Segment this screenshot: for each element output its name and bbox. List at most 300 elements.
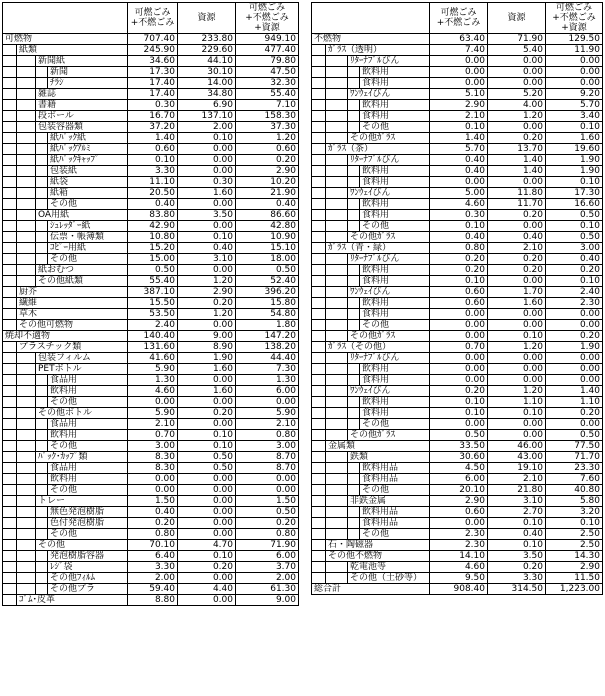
value-cell: 17.40	[128, 78, 178, 89]
value-cell: 0.00	[178, 573, 236, 584]
indent-cell	[312, 320, 326, 331]
indent-cell	[36, 463, 48, 474]
value-cell: 147.20	[236, 331, 299, 342]
value-cell: 33.50	[430, 441, 488, 452]
indent-cell	[3, 111, 17, 122]
value-cell: 0.00	[488, 430, 546, 441]
table-row	[3, 375, 299, 386]
value-cell: 0.40	[430, 166, 488, 177]
row-label: ﾜﾝｳｪｲびん	[348, 287, 430, 298]
indent-cell	[17, 496, 36, 507]
indent-cell	[312, 265, 326, 276]
table-row	[3, 342, 299, 353]
indent-cell	[312, 144, 326, 155]
table-row	[312, 342, 603, 353]
value-cell: 0.60	[430, 507, 488, 518]
row-label: 飲料用品	[360, 463, 430, 474]
indent-cell	[3, 540, 17, 551]
table-row	[3, 386, 299, 397]
row-label: 色付発泡樹脂	[48, 518, 128, 529]
value-cell: 0.20	[488, 210, 546, 221]
indent-cell	[3, 452, 17, 463]
indent-cell	[312, 45, 326, 56]
indent-cell	[3, 56, 17, 67]
row-label: 食品用	[48, 463, 128, 474]
indent-cell	[312, 551, 326, 562]
indent-cell	[3, 254, 17, 265]
table-row	[312, 529, 603, 540]
value-cell: 10.80	[128, 232, 178, 243]
table-row	[3, 122, 299, 133]
value-cell: 0.10	[430, 408, 488, 419]
indent-cell	[3, 298, 17, 309]
row-label: 飲料用	[48, 430, 128, 441]
value-cell: 5.20	[488, 89, 546, 100]
indent-cell	[3, 45, 17, 56]
value-cell: 0.00	[178, 265, 236, 276]
value-cell: 44.10	[178, 56, 236, 67]
value-cell: 23.30	[546, 463, 603, 474]
value-cell: 245.90	[128, 45, 178, 56]
table-row	[3, 265, 299, 276]
value-cell: 3.30	[488, 573, 546, 584]
value-cell: 707.40	[128, 34, 178, 45]
value-cell: 0.00	[488, 67, 546, 78]
indent-cell	[348, 298, 360, 309]
value-cell: 20.10	[430, 485, 488, 496]
indent-cell	[36, 199, 48, 210]
indent-cell	[36, 188, 48, 199]
value-cell: 2.00	[128, 573, 178, 584]
header-col2: 資源	[488, 3, 546, 34]
value-cell: 0.10	[178, 430, 236, 441]
indent-cell	[3, 430, 17, 441]
value-cell: 396.20	[236, 287, 299, 298]
value-cell: 0.00	[488, 122, 546, 133]
row-label: ｶﾞﾗｽ（その他）	[326, 342, 430, 353]
indent-cell	[36, 78, 48, 89]
indent-cell	[3, 265, 17, 276]
row-label: 紙袋	[48, 177, 128, 188]
value-cell: 131.60	[128, 342, 178, 353]
value-cell: 8.30	[128, 452, 178, 463]
indent-cell	[3, 584, 17, 595]
header-col1: 可燃ごみ +不燃ごみ	[128, 3, 178, 34]
indent-cell	[326, 265, 348, 276]
row-label: 食品用	[48, 419, 128, 430]
value-cell: 2.10	[488, 474, 546, 485]
value-cell: 0.00	[178, 320, 236, 331]
value-cell: 5.40	[488, 45, 546, 56]
indent-cell	[312, 232, 326, 243]
indent-cell	[3, 221, 17, 232]
indent-cell	[326, 276, 348, 287]
row-label: ｶﾞﾗｽ（青・緑）	[326, 243, 430, 254]
value-cell: 0.30	[128, 100, 178, 111]
value-cell: 4.50	[430, 463, 488, 474]
row-label: その他（土砂等）	[348, 573, 430, 584]
value-cell: 1.20	[488, 386, 546, 397]
indent-cell	[3, 529, 17, 540]
value-cell: 77.50	[546, 441, 603, 452]
table-row	[312, 584, 603, 595]
indent-cell	[312, 287, 326, 298]
value-cell: 1.20	[178, 276, 236, 287]
value-cell: 16.60	[546, 199, 603, 210]
indent-cell	[3, 408, 17, 419]
value-cell: 314.50	[488, 584, 546, 595]
indent-cell	[312, 331, 326, 342]
table-row	[3, 144, 299, 155]
value-cell: 15.20	[128, 243, 178, 254]
table-row	[3, 188, 299, 199]
value-cell: 0.00	[178, 221, 236, 232]
indent-cell	[17, 67, 36, 78]
value-cell: 3.10	[178, 254, 236, 265]
indent-cell	[17, 199, 36, 210]
row-label: ﾜﾝｳｪｲびん	[348, 386, 430, 397]
table-row	[312, 232, 603, 243]
indent-cell	[17, 507, 36, 518]
value-cell: 3.00	[236, 441, 299, 452]
row-label: 新聞	[48, 67, 128, 78]
left-table-body	[3, 34, 299, 606]
value-cell: 229.60	[178, 45, 236, 56]
value-cell: 0.50	[546, 210, 603, 221]
indent-cell	[348, 221, 360, 232]
row-label: 新聞紙	[36, 56, 128, 67]
table-row	[312, 265, 603, 276]
table-row	[3, 177, 299, 188]
value-cell: 37.30	[236, 122, 299, 133]
value-cell: 0.00	[178, 474, 236, 485]
row-label: 草木	[17, 309, 128, 320]
indent-cell	[17, 364, 36, 375]
table-row	[3, 166, 299, 177]
table-row	[312, 144, 603, 155]
row-label: その他ボトル	[36, 408, 128, 419]
value-cell: 4.70	[178, 540, 236, 551]
indent-cell	[36, 441, 48, 452]
value-cell: 0.00	[178, 496, 236, 507]
value-cell: 0.50	[546, 232, 603, 243]
indent-cell	[3, 155, 17, 166]
value-cell: 8.70	[236, 452, 299, 463]
value-cell: 10.90	[236, 232, 299, 243]
table-row	[312, 166, 603, 177]
indent-cell	[312, 463, 326, 474]
row-label: その他	[360, 419, 430, 430]
indent-cell	[326, 353, 348, 364]
row-label: 段ボール	[36, 111, 128, 122]
value-cell: 0.10	[178, 232, 236, 243]
value-cell: 52.40	[236, 276, 299, 287]
row-label: 飲料用品	[360, 507, 430, 518]
value-cell: 6.00	[430, 474, 488, 485]
indent-cell	[312, 155, 326, 166]
indent-cell	[326, 309, 348, 320]
value-cell: 0.40	[236, 199, 299, 210]
indent-cell	[312, 474, 326, 485]
indent-cell	[3, 320, 17, 331]
value-cell: 0.20	[178, 298, 236, 309]
value-cell: 1.50	[128, 496, 178, 507]
value-cell: 0.40	[128, 507, 178, 518]
value-cell: 949.10	[236, 34, 299, 45]
row-label: 紙おむつ	[36, 265, 128, 276]
value-cell: 40.80	[546, 485, 603, 496]
row-label: 雑誌	[36, 89, 128, 100]
indent-cell	[312, 452, 326, 463]
row-label: 紙ﾊﾟｯｸｷｬｯﾌﾟ	[48, 155, 128, 166]
table-row	[3, 254, 299, 265]
row-label: ﾜﾝｳｪｲびん	[348, 89, 430, 100]
indent-cell	[348, 67, 360, 78]
value-cell: 0.00	[178, 166, 236, 177]
indent-cell	[17, 155, 36, 166]
value-cell: 0.40	[430, 232, 488, 243]
indent-cell	[312, 254, 326, 265]
row-label: 食料用	[360, 111, 430, 122]
indent-cell	[312, 309, 326, 320]
indent-cell	[312, 276, 326, 287]
indent-cell	[17, 177, 36, 188]
value-cell: 0.10	[546, 122, 603, 133]
indent-cell	[326, 210, 348, 221]
value-cell: 2.30	[430, 529, 488, 540]
indent-cell	[326, 111, 348, 122]
table-row	[312, 100, 603, 111]
row-label: 可燃物	[3, 34, 128, 45]
indent-cell	[3, 100, 17, 111]
row-label: ﾘﾀｰﾅﾌﾞﾙびん	[348, 254, 430, 265]
table-row	[3, 419, 299, 430]
indent-cell	[36, 232, 48, 243]
value-cell: 0.00	[488, 78, 546, 89]
value-cell: 0.40	[128, 199, 178, 210]
value-cell: 0.00	[236, 485, 299, 496]
indent-cell	[312, 166, 326, 177]
value-cell: 129.50	[546, 34, 603, 45]
indent-cell	[17, 397, 36, 408]
value-cell: 0.00	[128, 485, 178, 496]
row-label: 発泡樹脂容器	[48, 551, 128, 562]
value-cell: 1.20	[488, 111, 546, 122]
value-cell: 17.30	[546, 188, 603, 199]
value-cell: 0.00	[546, 67, 603, 78]
value-cell: 30.10	[178, 67, 236, 78]
value-cell: 0.50	[236, 265, 299, 276]
value-cell: 3.10	[488, 496, 546, 507]
value-cell: 0.20	[430, 254, 488, 265]
row-label: ｶﾞﾗｽ（茶）	[326, 144, 430, 155]
value-cell: 1,223.00	[546, 584, 603, 595]
indent-cell	[17, 254, 36, 265]
value-cell: 9.00	[178, 331, 236, 342]
table-row	[312, 188, 603, 199]
value-cell: 9.00	[236, 595, 299, 606]
value-cell: 0.50	[178, 463, 236, 474]
row-label: 飲料用	[48, 386, 128, 397]
value-cell: 2.40	[546, 287, 603, 298]
value-cell: 11.10	[128, 177, 178, 188]
value-cell: 2.30	[546, 298, 603, 309]
indent-cell	[326, 375, 348, 386]
table-row	[312, 320, 603, 331]
value-cell: 5.70	[546, 100, 603, 111]
value-cell: 0.00	[178, 595, 236, 606]
row-label: その他	[360, 485, 430, 496]
row-label: その他	[360, 529, 430, 540]
value-cell: 4.60	[128, 386, 178, 397]
table-row	[312, 386, 603, 397]
value-cell: 34.60	[128, 56, 178, 67]
value-cell: 0.20	[546, 408, 603, 419]
value-cell: 43.00	[488, 452, 546, 463]
value-cell: 0.40	[488, 232, 546, 243]
table-row	[312, 331, 603, 342]
table-row	[312, 111, 603, 122]
indent-cell	[36, 529, 48, 540]
value-cell: 16.70	[128, 111, 178, 122]
value-cell: 0.00	[430, 364, 488, 375]
value-cell: 55.40	[236, 89, 299, 100]
indent-cell	[348, 210, 360, 221]
value-cell: 71.70	[546, 452, 603, 463]
value-cell: 0.10	[178, 133, 236, 144]
table-row	[3, 78, 299, 89]
right-table-body	[312, 34, 603, 595]
indent-cell	[17, 584, 36, 595]
indent-cell	[36, 562, 48, 573]
indent-cell	[3, 474, 17, 485]
header-col2: 資源	[178, 3, 236, 34]
value-cell: 0.00	[430, 177, 488, 188]
value-cell: 6.90	[178, 100, 236, 111]
row-label: 紙類	[17, 45, 128, 56]
indent-cell	[36, 485, 48, 496]
indent-cell	[312, 210, 326, 221]
value-cell: 9.20	[546, 89, 603, 100]
value-cell: 0.50	[236, 507, 299, 518]
indent-cell	[348, 419, 360, 430]
value-cell: 1.40	[488, 155, 546, 166]
indent-cell	[17, 452, 36, 463]
value-cell: 0.00	[546, 309, 603, 320]
row-label: 鉄類	[348, 452, 430, 463]
indent-cell	[36, 243, 48, 254]
value-cell: 1.90	[546, 166, 603, 177]
table-row	[312, 507, 603, 518]
row-label: 食料用	[360, 276, 430, 287]
indent-cell	[17, 144, 36, 155]
value-cell: 14.10	[430, 551, 488, 562]
indent-cell	[312, 353, 326, 364]
indent-cell	[348, 463, 360, 474]
value-cell: 0.00	[178, 375, 236, 386]
row-label: 紙ﾊﾟｯｸｱﾙﾐ	[48, 144, 128, 155]
indent-cell	[312, 243, 326, 254]
indent-cell	[348, 408, 360, 419]
value-cell: 0.50	[546, 430, 603, 441]
indent-cell	[326, 56, 348, 67]
indent-cell	[17, 221, 36, 232]
right-table-header	[312, 3, 603, 34]
table-row	[312, 375, 603, 386]
header-col1: 可燃ごみ +不燃ごみ	[430, 3, 488, 34]
value-cell: 0.40	[430, 155, 488, 166]
value-cell: 1.20	[488, 342, 546, 353]
value-cell: 1.60	[488, 298, 546, 309]
value-cell: 71.90	[488, 34, 546, 45]
value-cell: 0.20	[236, 518, 299, 529]
indent-cell	[312, 133, 326, 144]
value-cell: 0.80	[236, 529, 299, 540]
value-cell: 0.30	[430, 210, 488, 221]
indent-cell	[17, 540, 36, 551]
value-cell: 8.90	[178, 342, 236, 353]
indent-cell	[312, 364, 326, 375]
indent-cell	[312, 100, 326, 111]
value-cell: 3.50	[488, 551, 546, 562]
indent-cell	[36, 166, 48, 177]
indent-cell	[3, 232, 17, 243]
table-row	[3, 441, 299, 452]
value-cell: 0.10	[546, 177, 603, 188]
indent-cell	[326, 485, 348, 496]
value-cell: 0.10	[488, 540, 546, 551]
value-cell: 18.00	[236, 254, 299, 265]
indent-cell	[36, 155, 48, 166]
value-cell: 1.20	[178, 309, 236, 320]
header-label-cell	[312, 3, 430, 34]
indent-cell	[326, 364, 348, 375]
value-cell: 0.00	[178, 507, 236, 518]
indent-cell	[312, 573, 326, 584]
value-cell: 0.40	[488, 529, 546, 540]
value-cell: 6.00	[236, 551, 299, 562]
row-label: 飲料用	[360, 199, 430, 210]
row-label: その他不燃物	[326, 551, 430, 562]
indent-cell	[326, 232, 348, 243]
value-cell: 15.00	[128, 254, 178, 265]
value-cell: 2.10	[430, 111, 488, 122]
indent-cell	[348, 78, 360, 89]
row-label: その他紙類	[36, 276, 128, 287]
value-cell: 0.00	[546, 320, 603, 331]
indent-cell	[326, 166, 348, 177]
value-cell: 8.30	[128, 463, 178, 474]
indent-cell	[17, 518, 36, 529]
value-cell: 2.40	[128, 320, 178, 331]
indent-cell	[3, 243, 17, 254]
indent-cell	[326, 188, 348, 199]
table-row	[3, 331, 299, 342]
value-cell: 0.00	[488, 276, 546, 287]
indent-cell	[3, 518, 17, 529]
row-label: 食料用	[360, 309, 430, 320]
value-cell: 19.10	[488, 463, 546, 474]
table-row	[3, 232, 299, 243]
indent-cell	[3, 342, 17, 353]
table-row	[3, 518, 299, 529]
indent-cell	[3, 397, 17, 408]
table-row	[312, 397, 603, 408]
value-cell: 4.00	[488, 100, 546, 111]
row-label: 包装フィルム	[36, 353, 128, 364]
value-cell: 3.30	[128, 166, 178, 177]
indent-cell	[348, 309, 360, 320]
